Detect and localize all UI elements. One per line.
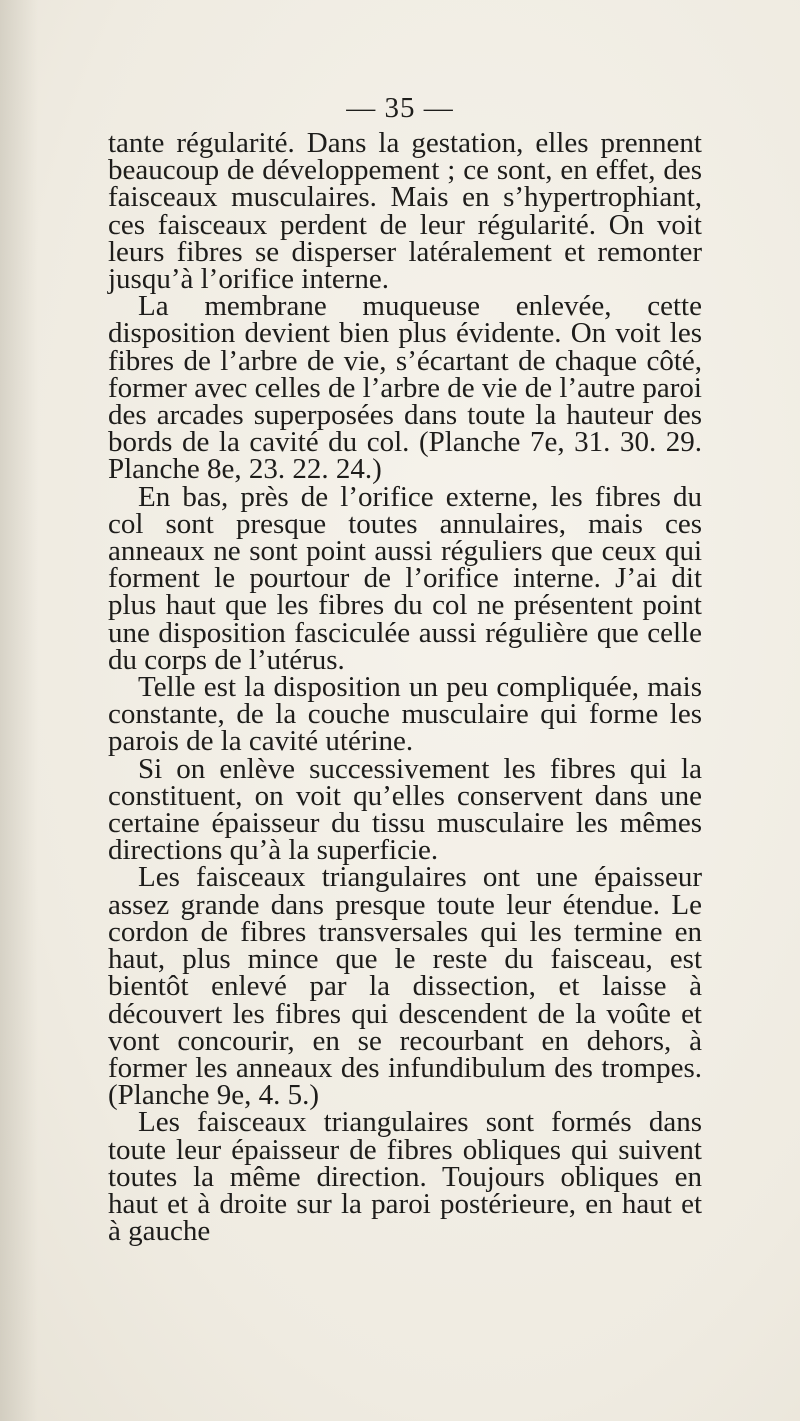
- paragraph-4: Telle est la disposition un peu compliquée, mais constante, de la couche musculaire qui forme les parois de la cavité utérine.: [108, 671, 702, 758]
- paragraph-7: Les faisceaux triangulaires sont formés dans toute leur épaisseur de fibres obliques qui suivent toutes la même direction. Toujours obliques en haut et à droite sur la paroi postérieure, en haut et à gauche: [108, 1106, 702, 1248]
- page-edge-shadow: [0, 0, 38, 1421]
- page-number: — 35 —: [346, 92, 454, 124]
- paragraph-3: En bas, près de l’orifice externe, les fibres du col sont presque toutes annulaires, mais ces anneaux ne sont point aussi réguliers que ceux qui forment le pourtour de l’orifice interne. J’ai dit plus haut que les fibres du col ne présentent point une disposition fasciculée aussi régulière que celle du corps de l’utérus.: [108, 480, 702, 676]
- paragraph-1: tante régularité. Dans la gestation, elles prennent beaucoup de développement ; ce sont, en effet, des faisceaux musculaires. Mais en s’hypertrophiant, ces faisceaux perdent de leur régularité. On voit leurs fibres se disperser latéralement et remonter jusqu’à l’orifice interne.: [108, 127, 702, 296]
- body-text: [108, 127, 702, 1248]
- paragraph-2: La membrane muqueuse enlevée, cette disposition devient bien plus évidente. On voit les fibres de l’arbre de vie, s’écartant de chaque côté, former avec celles de l’arbre de vie de l’autre paroi des arcades superposées dans toute la hauteur des bords de la cavité du col. (Planche 7e, 31. 30. 29. Planche 8e, 23. 22. 24.): [108, 290, 702, 486]
- paragraph-6: Les faisceaux triangulaires ont une épaisseur assez grande dans presque toute leur étendue. Le cordon de fibres transversales qui les termine en haut, plus mince que le reste du faisceau, est bientôt enlevé par la dissection, et laisse à découvert les fibres qui descendent de la voûte et vont concourir, en se recourbant en dehors, à former les anneaux des infundibulum des trompes. (Planche 9e, 4. 5.): [108, 861, 702, 1112]
- paragraph-5: Si on enlève successivement les fibres qui la constituent, on voit qu’elles conservent dans une certaine épaisseur du tissu musculaire les mêmes directions qu’à la superficie.: [108, 752, 702, 867]
